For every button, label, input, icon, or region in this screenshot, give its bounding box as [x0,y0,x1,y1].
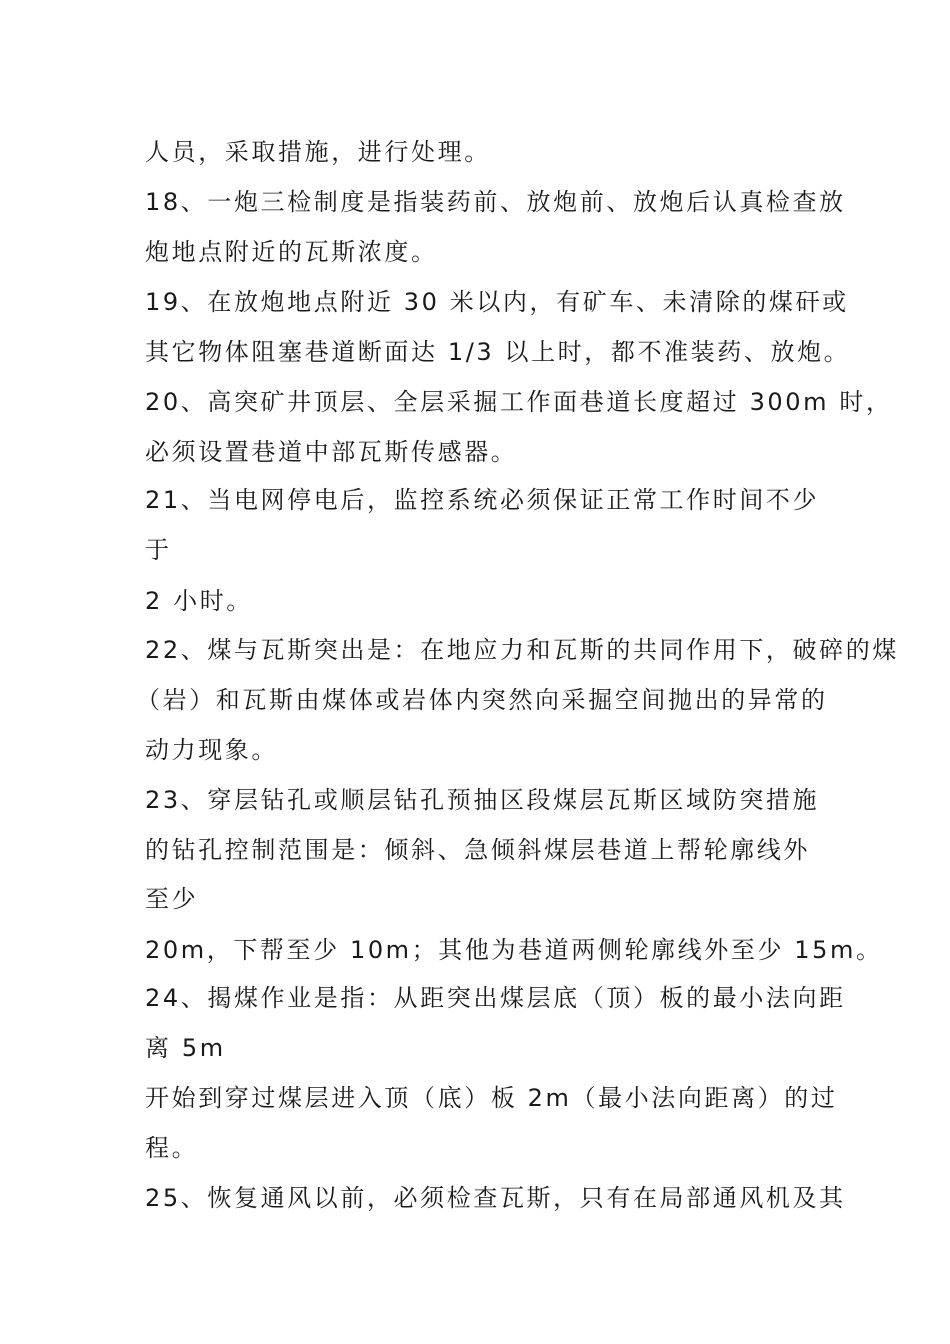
text-line: 开始到穿过煤层进入顶（底）板 2m（最小法向距离）的过 [145,1084,838,1112]
text-line: 其它物体阻塞巷道断面达 1/3 以上时，都不准装药、放炮。 [145,338,851,366]
text-line: 离 5m [145,1034,226,1062]
text-line: 21、当电网停电后，监控系统必须保证正常工作时间不少 [145,486,820,514]
text-line: 18、一炮三检制度是指装药前、放炮前、放炮后认真检查放 [145,188,846,216]
text-line: 动力现象。 [145,736,278,764]
text-line: 程。 [145,1134,199,1162]
text-line: 至少 [145,885,199,913]
text-line: 2 小时。 [145,587,253,615]
text-line: 20、高突矿井顶层、全层采掘工作面巷道长度超过 300m 时， [145,388,893,416]
text-line: 炮地点附近的瓦斯浓度。 [145,238,438,266]
text-line: 20m，下帮至少 10m；其他为巷道两侧轮廓线外至少 15m。 [145,936,883,964]
text-line: 必须设置巷道中部瓦斯传感器。 [145,438,518,466]
text-line: 24、揭煤作业是指：从距突出煤层底（顶）板的最小法向距 [145,984,846,1012]
text-line: 于 [145,536,172,564]
text-line: 19、在放炮地点附近 30 米以内，有矿车、未清除的煤矸或 [145,288,849,316]
text-line: 23、穿层钻孔或顺层钻孔预抽区段煤层瓦斯区域防突措施 [145,786,820,814]
text-line: 人员，采取措施，进行处理。 [145,138,491,166]
text-line: 25、恢复通风以前，必须检查瓦斯，只有在局部通风机及其 [145,1184,846,1212]
text-line: 的钻孔控制范围是：倾斜、急倾斜煤层巷道上帮轮廓线外 [145,836,810,864]
text-line: 22、煤与瓦斯突出是：在地应力和瓦斯的共同作用下，破碎的煤 [145,636,899,664]
text-line: （岩）和瓦斯由煤体或岩体内突然向采掘空间抛出的异常的 [136,686,828,714]
